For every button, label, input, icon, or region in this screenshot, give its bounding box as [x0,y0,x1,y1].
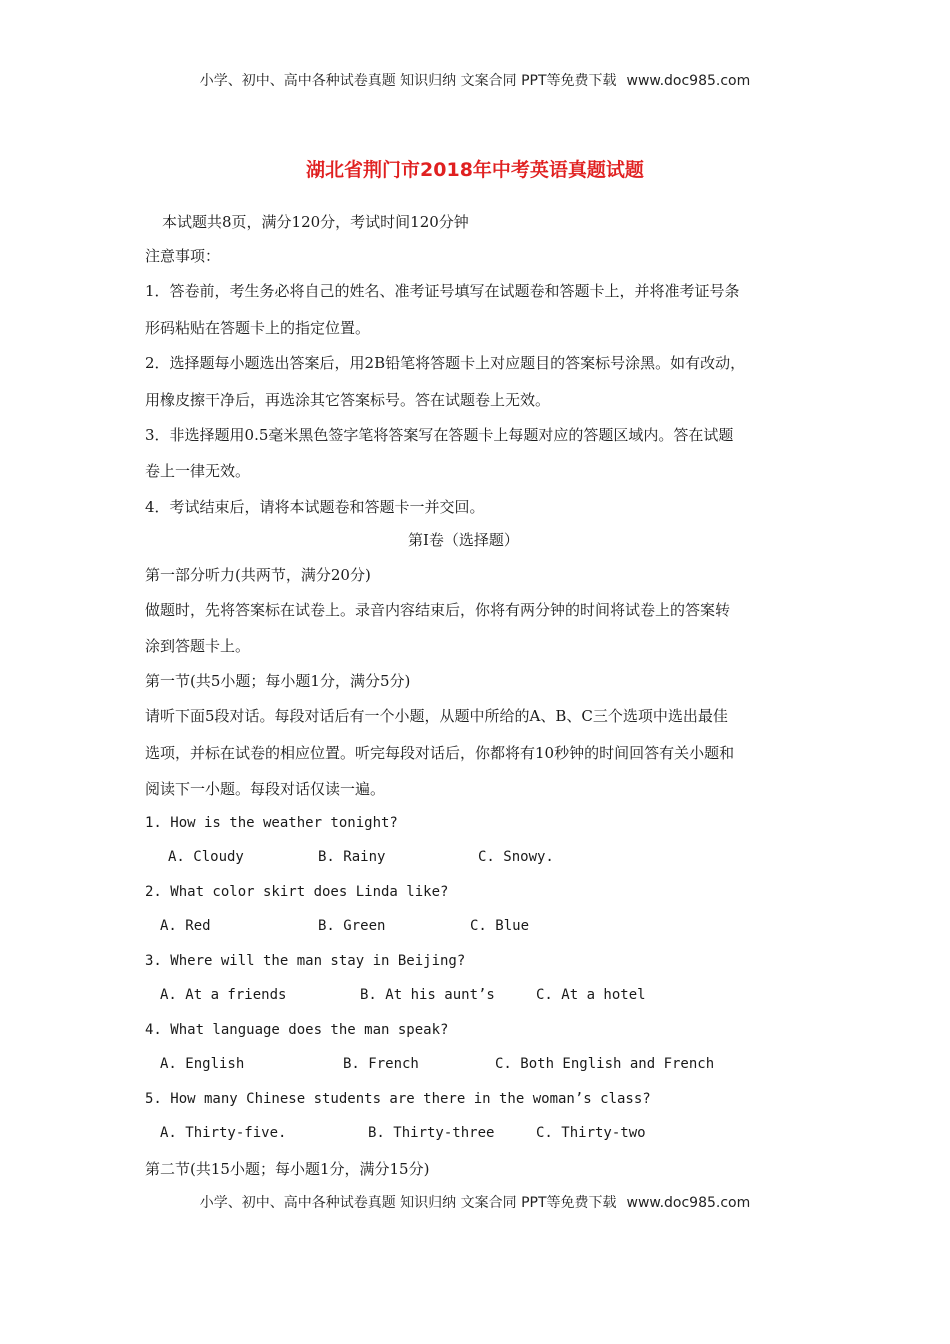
option-c: C. At a hotel [536,987,646,1003]
note-line: 卷上一律无效。 [145,462,251,480]
footer-text: 小学、初中、高中各种试卷真题 知识归纳 文案合同 PPT等免费下载 [199,1195,617,1211]
option-a: A. Thirty-five. [160,1125,287,1141]
option-a: A. Red [160,918,211,934]
page-footer [0,1192,950,1212]
option-a: A. At a friends [160,987,287,1003]
note-line: 4．考试结束后，请将本试题卷和答题卡一并交回。 [145,498,485,516]
notice-heading: 注意事项： [145,247,221,265]
option-b: B. Green [318,918,386,934]
header-text: 小学、初中、高中各种试卷真题 知识归纳 文案合同 PPT等免费下载 [199,73,617,89]
part1-instruction: 做题时，先将答案标在试卷上。录音内容结束后，你将有两分钟的时间将试卷上的答案转 [145,601,731,619]
section1-heading: 第一节(共5小题；每小题1分，满分5分) [145,672,411,690]
section1-instruction: 请听下面5段对话。每段对话后有一个小题，从题中所给的A、B、C三个选项中选出最佳 [145,707,728,725]
option-b: B. Rainy [318,849,386,865]
question: 4. What language does the man speak? [145,1022,449,1038]
part1-instruction: 涂到答题卡上。 [145,637,251,655]
option-c: C. Both English and French [495,1056,715,1072]
volume-heading: 第I卷（选择题） [408,531,519,549]
section1-instruction: 阅读下一小题。每段对话仅读一遍。 [145,780,386,798]
part1-heading: 第一部分听力(共两节，满分20分) [145,566,371,584]
option-c: C. Blue [470,918,530,934]
note-line: 形码粘贴在答题卡上的指定位置。 [145,319,371,337]
intro-line: 本试题共8页，满分120分，考试时间120分钟 [162,213,469,231]
option-a: A. Cloudy [168,849,244,865]
question: 5. How many Chinese students are there in the woman’s class? [145,1091,651,1107]
note-line: 2．选择题每小题选出答案后，用2B铅笔将答题卡上对应题目的答案标号涂黑。如有改动， [145,354,746,372]
option-b: B. Thirty-three [368,1125,495,1141]
question: 2. What color skirt does Linda like? [145,884,449,900]
option-a: A. English [160,1056,245,1072]
question: 3. Where will the man stay in Beijing? [145,953,466,969]
option-b: B. French [343,1056,419,1072]
note-line: 1．答卷前，考生务必将自己的姓名、准考证号填写在试题卷和答题卡上，并将准考证号条 [145,282,740,300]
option-c: C. Snowy. [478,849,554,865]
option-b: B. At his aunt’s [360,987,495,1003]
page-title: 湖北省荆门市2018年中考英语真题试题 [306,159,644,181]
header-url[interactable]: www.doc985.com [626,73,751,89]
footer-url[interactable]: www.doc985.com [626,1195,751,1211]
note-line: 用橡皮擦干净后，再选涂其它答案标号。答在试题卷上无效。 [145,391,551,409]
section1-instruction: 选项，并标在试卷的相应位置。听完每段对话后，你都将有10秒钟的时间回答有关小题和 [145,744,735,762]
note-line: 3．非选择题用0.5毫米黑色签字笔将答案写在答题卡上每题对应的答题区域内。答在试题 [145,426,734,444]
question: 1. How is the weather tonight? [145,815,398,831]
option-c: C. Thirty-two [536,1125,646,1141]
page-header [0,70,950,90]
section2-heading: 第二节(共15小题；每小题1分，满分15分) [145,1160,430,1178]
